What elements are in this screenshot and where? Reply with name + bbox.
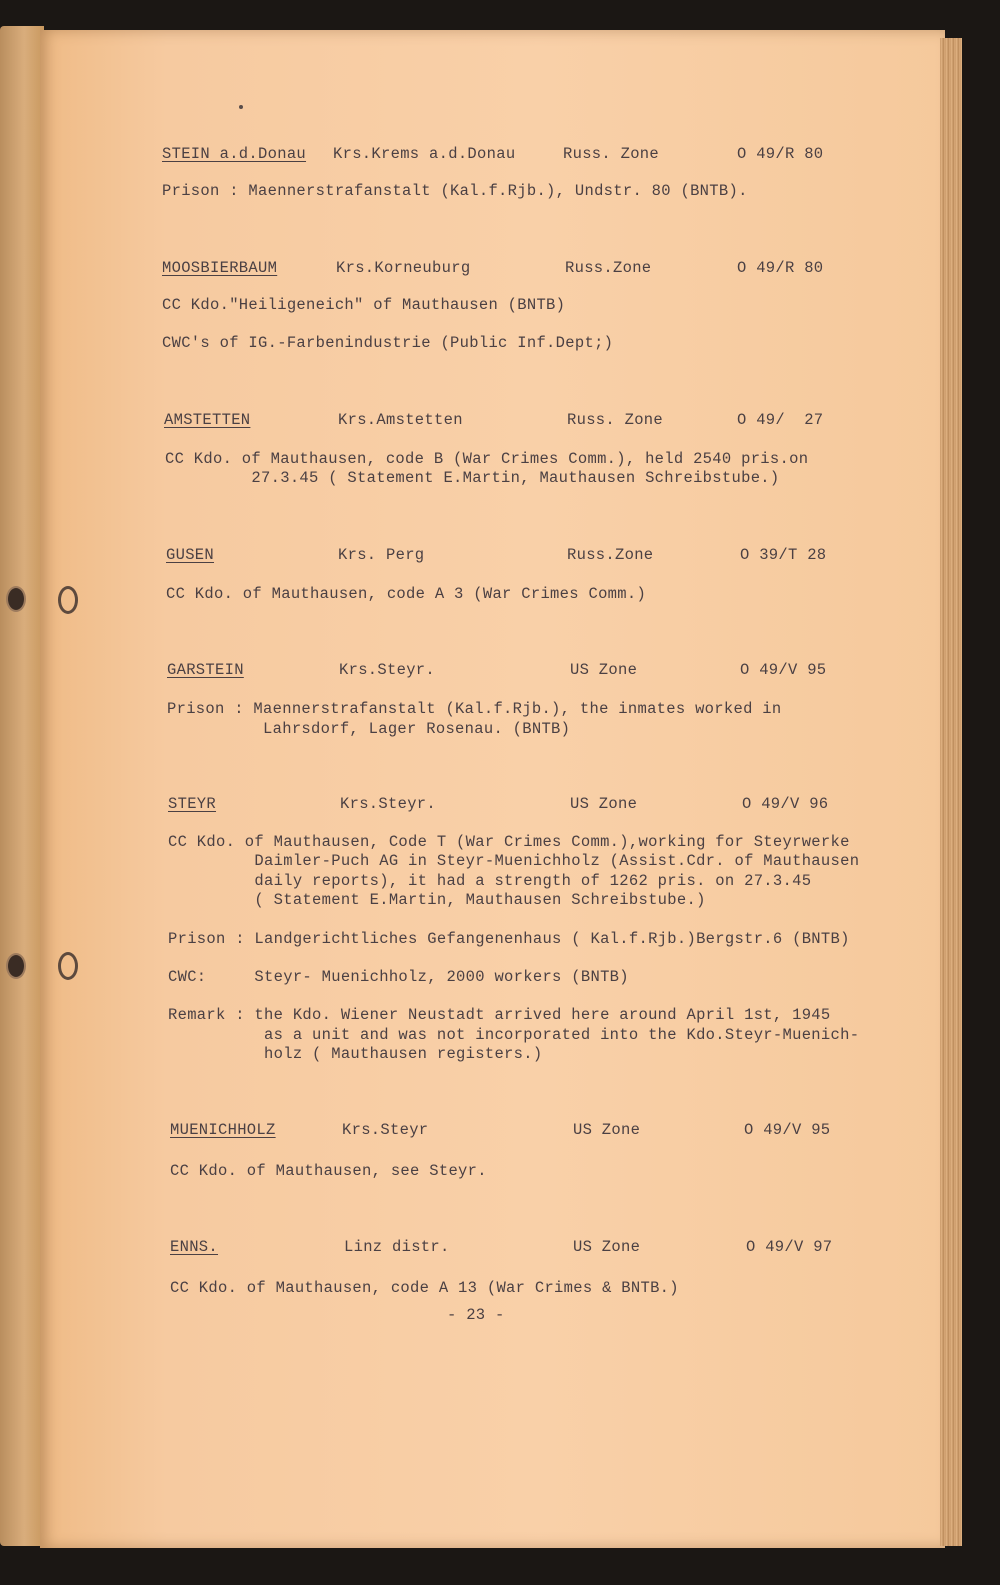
page-stack-edges — [940, 38, 962, 1546]
entry-line: Lahrsdorf, Lager Rosenau. (BNTB) — [167, 720, 571, 738]
entry-line: CC Kdo. of Mauthausen, Code T (War Crimes Comm.),working for Steyrwerke — [168, 833, 850, 851]
entry-line: holz ( Mauthausen registers.) — [168, 1045, 543, 1063]
entry-line: CC Kdo. of Mauthausen, code A 13 (War Crimes & BNTB.) — [170, 1279, 679, 1297]
map-code: O 49/V 97 — [746, 1238, 833, 1256]
entry-line: CC Kdo. of Mauthausen, see Steyr. — [170, 1162, 487, 1180]
place-name: ENNS. — [170, 1238, 219, 1256]
zone: US Zone — [570, 661, 638, 679]
district: Krs.Steyr — [342, 1121, 429, 1139]
page-number: - 23 - — [447, 1306, 505, 1324]
entry-line: Daimler-Puch AG in Steyr-Muenichholz (Assist.Cdr. of Mauthausen — [168, 852, 860, 870]
map-code: O 49/R 80 — [737, 145, 824, 163]
map-code: O 49/V 96 — [742, 795, 829, 813]
entry-line: CWC's of IG.-Farbenindustrie (Public Inf.Dept;) — [162, 334, 614, 352]
district: Krs. Perg — [338, 546, 425, 564]
district: Krs.Amstetten — [338, 411, 463, 429]
place-name: GARSTEIN — [167, 661, 244, 679]
zone: Russ. Zone — [563, 145, 660, 163]
place-name: GUSEN — [166, 546, 215, 564]
map-code: O 49/ 27 — [737, 411, 824, 429]
district: Krs.Krems a.d.Donau — [333, 145, 516, 163]
entry-line: Remark : the Kdo. Wiener Neustadt arrived here around April 1st, 1945 — [168, 1006, 831, 1024]
binding-hole — [8, 955, 24, 977]
facing-page-edge — [0, 26, 44, 1546]
place-name: MUENICHHOLZ — [170, 1121, 276, 1139]
entry-line: CWC: Steyr- Muenichholz, 2000 workers (BNTB) — [168, 968, 629, 986]
binding-hole — [8, 588, 24, 610]
place-name: STEYR — [168, 795, 217, 813]
place-name: AMSTETTEN — [164, 411, 251, 429]
entry-line: Prison : Maennerstrafanstalt (Kal.f.Rjb.), Undstr. 80 (BNTB). — [162, 182, 748, 200]
entry-line: daily reports), it had a strength of 1262 pris. on 27.3.45 — [168, 872, 812, 890]
entry-line: CC Kdo. of Mauthausen, code A 3 (War Crimes Comm.) — [166, 585, 647, 603]
entry-line: ( Statement E.Martin, Mauthausen Schreibstube.) — [168, 891, 706, 909]
district: Krs.Steyr. — [340, 795, 437, 813]
ink-dot — [239, 105, 243, 109]
place-name: STEIN a.d.Donau — [162, 145, 307, 163]
map-code: O 49/V 95 — [740, 661, 827, 679]
entry-line: 27.3.45 ( Statement E.Martin, Mauthausen Schreibstube.) — [165, 469, 780, 487]
map-code: O 49/V 95 — [744, 1121, 831, 1139]
binding-hole — [58, 952, 78, 980]
district: Linz distr. — [344, 1238, 450, 1256]
entry-line: Prison : Landgerichtliches Gefangenenhaus ( Kal.f.Rjb.)Bergstr.6 (BNTB) — [168, 930, 850, 948]
place-name: MOOSBIERBAUM — [162, 259, 278, 277]
binding-hole — [58, 586, 78, 614]
zone: US Zone — [570, 795, 638, 813]
entry-line: as a unit and was not incorporated into the Kdo.Steyr-Muenich- — [168, 1026, 860, 1044]
zone: Russ.Zone — [567, 546, 654, 564]
map-code: O 49/R 80 — [737, 259, 824, 277]
map-code: O 39/T 28 — [740, 546, 827, 564]
zone: US Zone — [573, 1121, 641, 1139]
zone: Russ.Zone — [565, 259, 652, 277]
district: Krs.Korneuburg — [336, 259, 471, 277]
entry-line: Prison : Maennerstrafanstalt (Kal.f.Rjb.), the inmates worked in — [167, 700, 782, 718]
entry-line: CC Kdo. of Mauthausen, code B (War Crimes Comm.), held 2540 pris.on — [165, 450, 809, 468]
zone: US Zone — [573, 1238, 641, 1256]
district: Krs.Steyr. — [339, 661, 436, 679]
zone: Russ. Zone — [567, 411, 664, 429]
entry-line: CC Kdo."Heiligeneich" of Mauthausen (BNTB) — [162, 296, 566, 314]
